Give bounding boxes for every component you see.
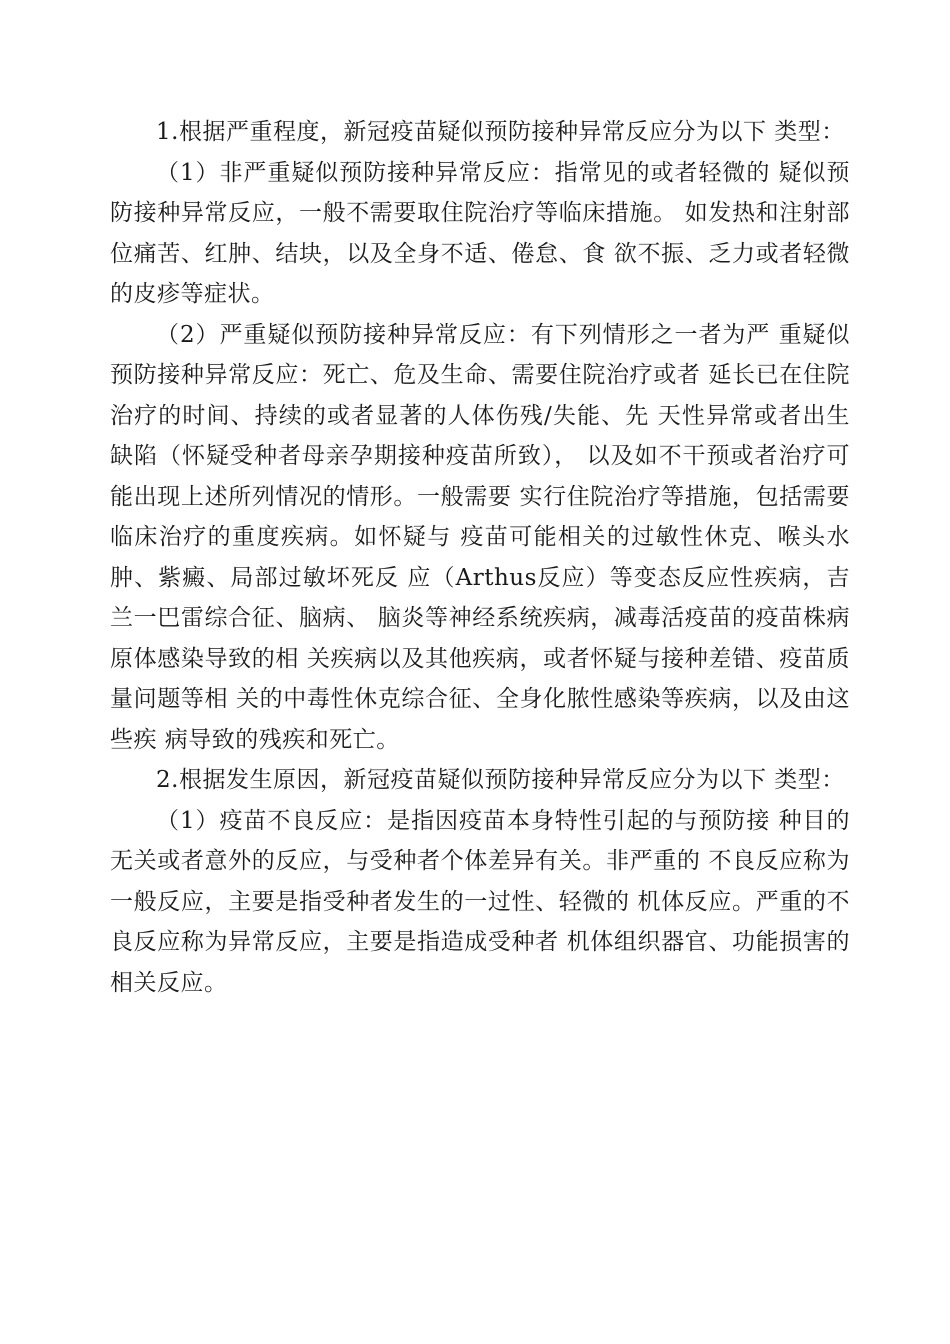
- paragraph-cause-heading: 2.根据发生原因，新冠疫苗疑似预防接种异常反应分为以下 类型：: [156, 767, 845, 793]
- paragraph-vaccine-adverse-reaction: （1）疫苗不良反应：是指因疫苗本身特性引起的与预防接 种目的无关或者意外的反应，与受种者个体差异有关。非严重的 不良反应称为一般反应，主要是指受种者发生的一过性、轻微的 机体反应。严重的不良反应称为异常反应，主要是指造成受种者 机体组织器官、功能损害的相关反应。: [110, 807, 850, 996]
- document-body: [110, 112, 850, 1003]
- paragraph-severity-heading: 1.根据严重程度，新冠疫苗疑似预防接种异常反应分为以下 类型：: [156, 119, 845, 145]
- paragraph-serious-reaction: （2）严重疑似预防接种异常反应：有下列情形之一者为严 重疑似预防接种异常反应：死亡、危及生命、需要住院治疗或者 延长已在住院治疗的时间、持续的或者显著的人体伤残/失能、先 天性异常或者出生缺陷（怀疑受种者母亲孕期接种疫苗所致）， 以及如不干预或者治疗可能出现上述所列情况的情形。一般需要 实行住院治疗等措施，包括需要临床治疗的重度疾病。如怀疑与 疫苗可能相关的过敏性休克、喉头水肿、紫癜、局部过敏坏死反 应（Arthus反应）等变态反应性疾病，吉兰一巴雷综合征、脑病、 脑炎等神经系统疾病，减毒活疫苗的疫苗株病原体感染导致的相 关疾病以及其他疾病，或者怀疑与接种差错、疫苗质量问题等相 关的中毒性休克综合征、全身化脓性感染等疾病，以及由这些疾 病导致的残疾和死亡。: [110, 321, 850, 753]
- paragraph-non-serious-reaction: （1）非严重疑似预防接种异常反应：指常见的或者轻微的 疑似预防接种异常反应，一般不需要取住院治疗等临床措施。 如发热和注射部位痛苦、红肿、结块，以及全身不适、倦怠、食 欲不振、乏力或者轻微的皮疹等症状。: [110, 159, 850, 307]
